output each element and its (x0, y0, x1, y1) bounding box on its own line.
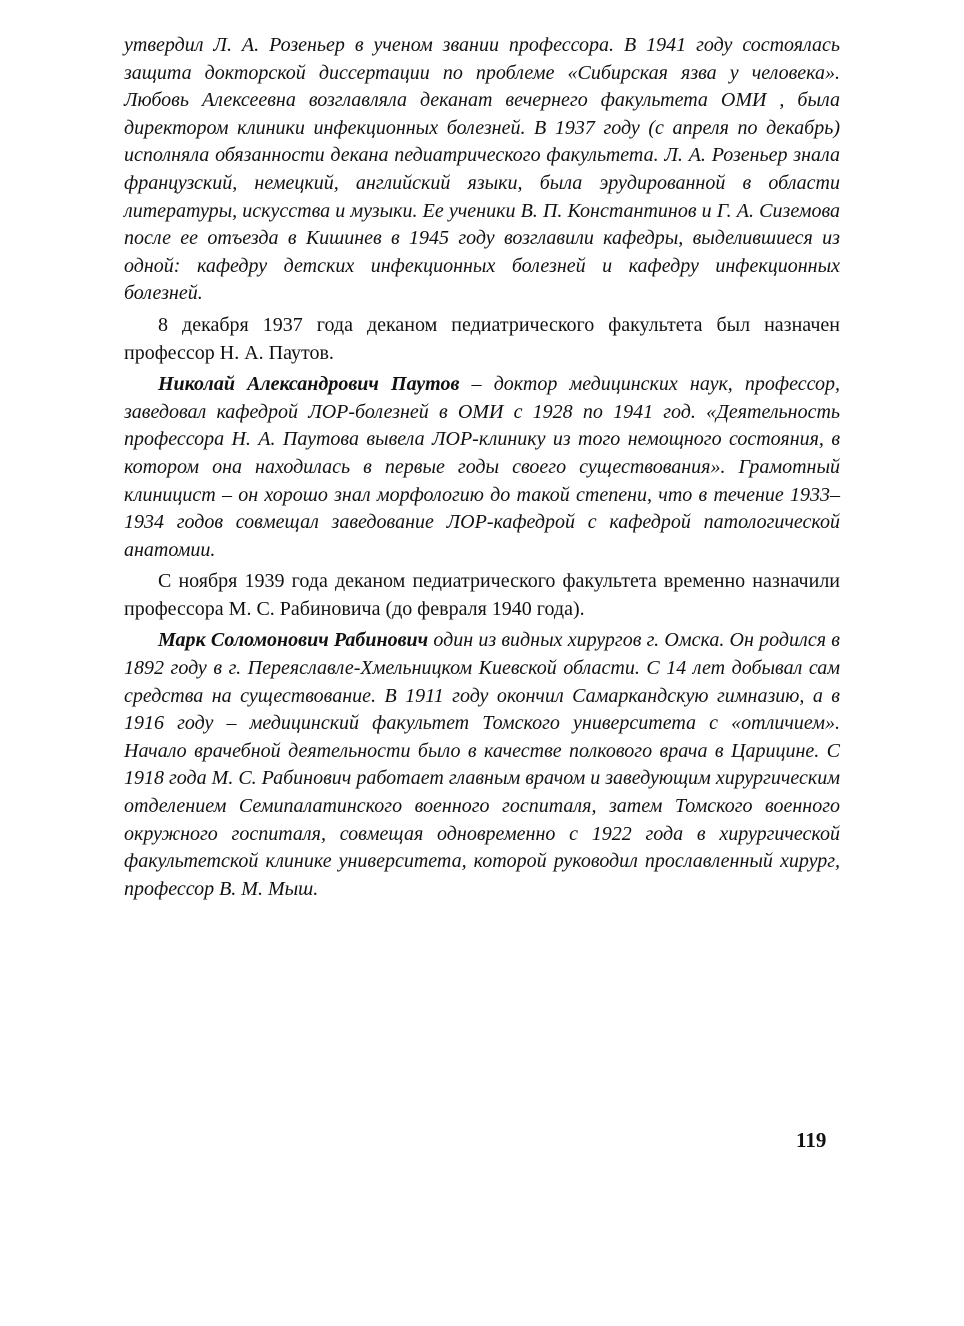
paragraph-pautov-appointment (124, 312, 840, 367)
paragraph-text: С ноября 1939 года деканом педиатрического факультета временно назначили профессора М. С. Рабиновича (до февраля 1940 года). (124, 570, 840, 620)
paragraph-text: один из видных хирургов г. Омска. Он родился в 1892 году в г. Переяславле-Хмельницком Киевской области. С 14 лет добывал сам средства на существование. В 1911 году окончил Самаркандскую гимназию, а в 1916 году – медицинский факультет Томского университета с «отличием». Начало врачебной деятельности было в качестве полкового врача в Царицине. С 1918 года М. С. Рабинович работает главным врачом и заведующим хирургическим отделением Семипалатинского военного госпиталя, затем Томского военного окружного госпиталя, совмещая одновременно с 1922 года в хирургической факультетской клинике университета, которой руководил прославленный хирург, профессор В. М. Мыш. (124, 629, 840, 900)
paragraph-text: 8 декабря 1937 года деканом педиатрического факультета был назначен профессор Н. А. Паутов. (124, 313, 840, 364)
person-name: Марк Соломонович Рабинович (158, 629, 429, 652)
page-number: 119 (796, 1128, 827, 1152)
paragraph-rabinovich-appointment (124, 568, 840, 623)
paragraph-pautov-bio (124, 371, 840, 564)
paragraph-text: утвердил Л. А. Розеньер в ученом звании профессора. В 1941 году состоялась защита докторской диссертации по проблеме «Сибирская язва у человека». Любовь Алексеевна возглавляла деканат вечернего факультета ОМИ , была директором клиники инфекционных болезней. В 1937 году (с апреля по декабрь) исполняла обязанности декана педиатрического факультета. Л. А. Розеньер знала французский, немецкий, английский языки, была эрудированной в области литературы, искусства и музыки. Ее ученики В. П. Константинов и Г. А. Сиземова после ее отъезда в Кишинев в 1945 году возглавили кафедры, выделившиеся из одной: кафедру детских инфекционных болезней и кафедру инфекционных болезней. (124, 34, 840, 305)
paragraph-rabinovich-bio (124, 627, 840, 903)
paragraph-text: – доктор медицинских наук, профессор, заведовал кафедрой ЛОР-болезней в ОМИ с 1928 по 1941 год. «Деятельность профессора Н. А. Паутова вывела ЛОР-клинику из того немощного состояния, в котором она находилась в первые годы своего существования». Грамотный клиницист – он хорошо знал морфологию до такой степени, что в течение 1933–1934 годов совмещал заведование ЛОР-кафедрой с кафедрой патологической анатомии. (124, 373, 841, 561)
paragraph-rozener-continued (124, 32, 840, 308)
person-name: Николай Александрович Паутов (158, 373, 460, 396)
page-body (124, 32, 840, 907)
